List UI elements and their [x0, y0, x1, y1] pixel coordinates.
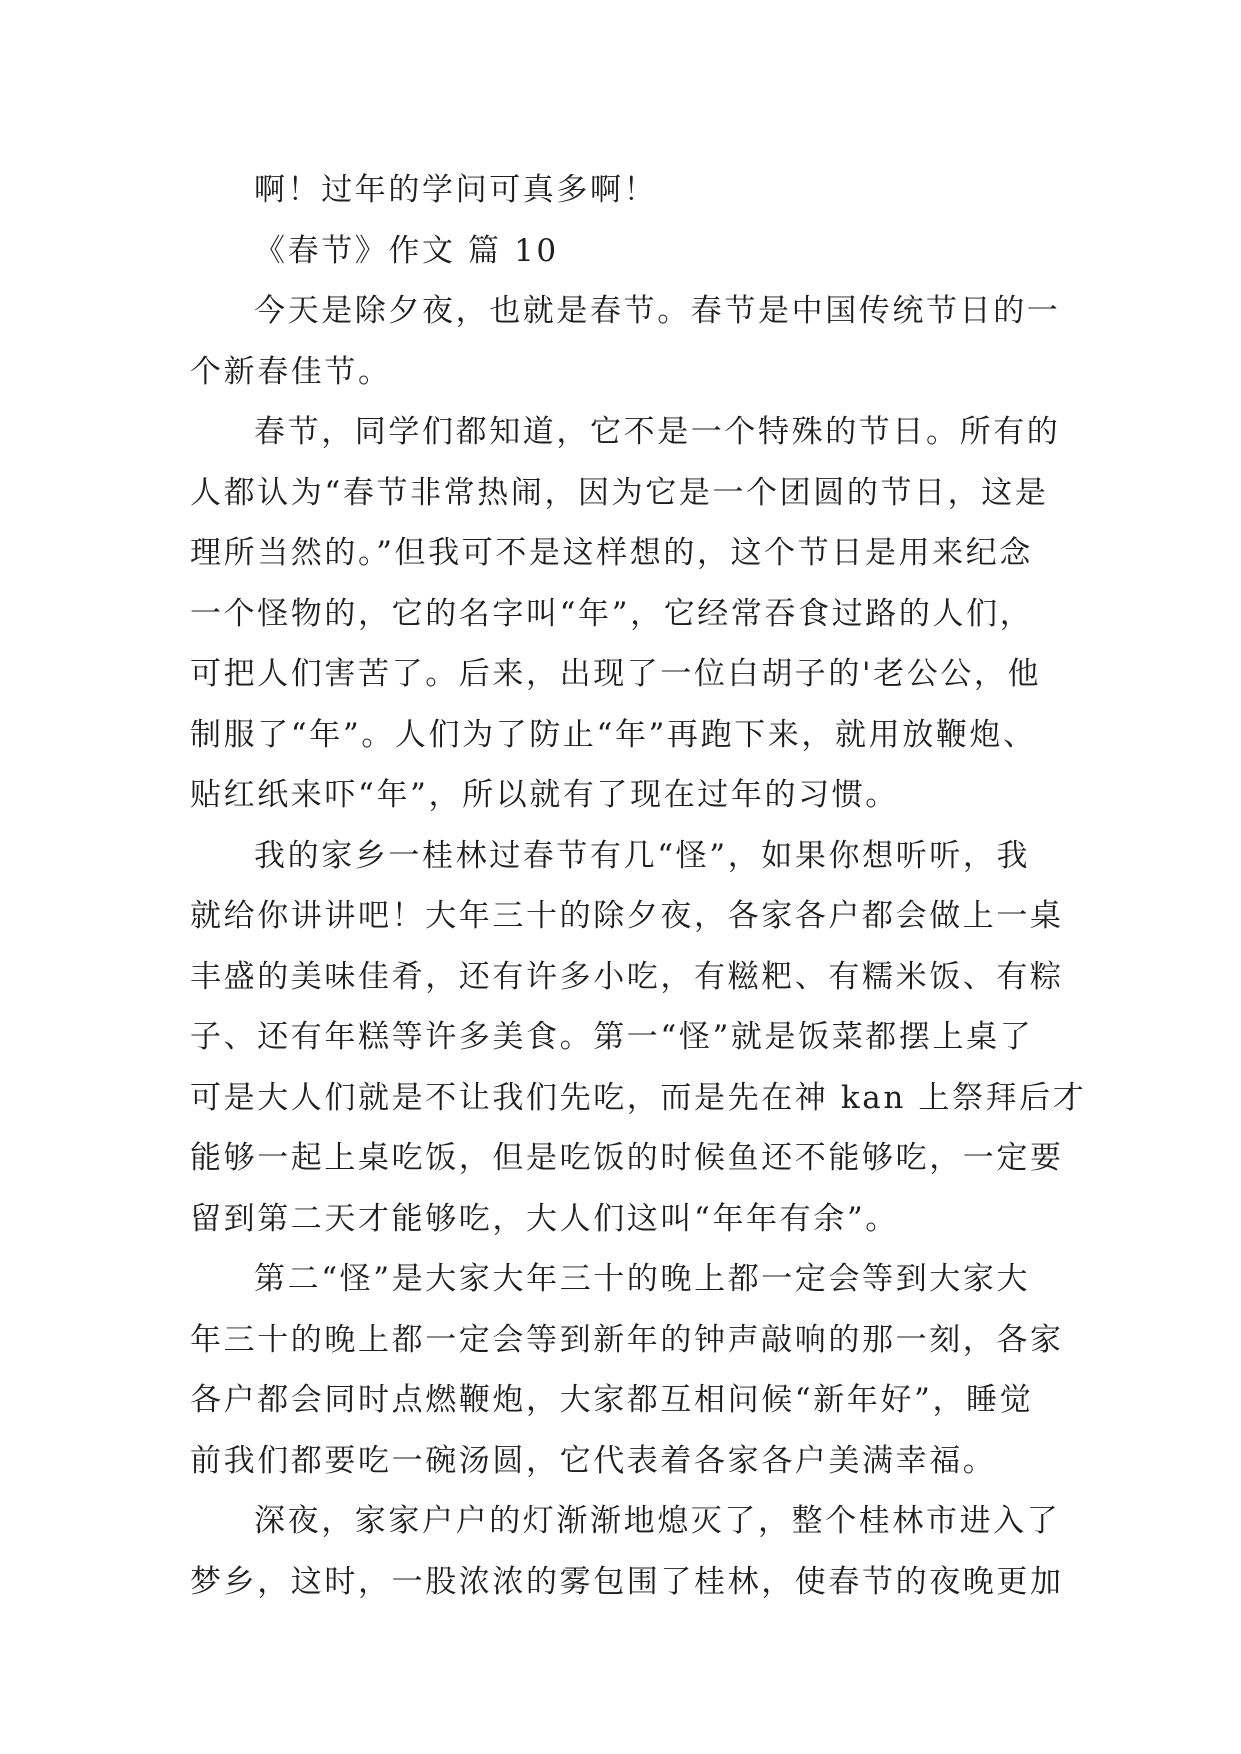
text-line: 春节，同学们都知道，它不是一个特殊的节日。所有的 — [254, 414, 1061, 450]
text-line: 啊！过年的学问可真多啊！ — [254, 172, 658, 208]
text-line: 一个怪物的，它的名字叫“年”，它经常吞食过路的人们， — [190, 595, 1034, 632]
text-line: 留到第二天才能够吃，大人们这叫“年年有余”。 — [190, 1200, 899, 1237]
text-line: 梦乡，这时，一股浓浓的雾包围了桂林，使春节的夜晚更加 — [190, 1563, 1064, 1600]
text-line: 今天是除夕夜，也就是春节。春节是中国传统节日的一 — [254, 293, 1061, 329]
text-line: 理所当然的。”但我可不是这样想的，这个节日是用来纪念 — [190, 535, 1033, 571]
text-line: 丰盛的美味佳肴，还有许多小吃，有糍粑、有糯米饭、有粽 — [190, 958, 1064, 995]
text-line: 能够一起上桌吃饭，但是吃饭的时候鱼还不能够吃，一定要 — [190, 1140, 1064, 1176]
text-line: 可是大人们就是不让我们先吃，而是先在神 kan 上祭拜后才 — [190, 1079, 1087, 1116]
text-line: 贴红纸来吓“年”，所以就有了现在过年的习惯。 — [190, 777, 899, 813]
text-line: 子、还有年糕等许多美食。第一“怪”就是饭菜都摆上桌了 — [190, 1019, 1034, 1055]
text-line: 《春节》作文 篇 10 — [254, 232, 559, 269]
text-line: 年三十的晚上都一定会等到新年的钟声敲响的那一刻，各家 — [190, 1321, 1064, 1358]
text-line: 第二“怪”是大家大年三十的晚上都一定会等到大家大 — [254, 1261, 1031, 1297]
text-line: 人都认为“春节非常热闹，因为它是一个团圆的节日，这是 — [190, 474, 1049, 511]
text-line: 制服了“年”。人们为了防止“年”再跑下来，就用放鞭炮、 — [190, 716, 1037, 753]
essay-body — [190, 160, 1087, 1612]
text-line: 深夜，家家户户的灯渐渐地熄灭了，整个桂林市进入了 — [254, 1503, 1061, 1539]
text-line: 个新春佳节。 — [190, 353, 392, 390]
text-line: 前我们都要吃一碗汤圆，它代表着各家各户美满幸福。 — [190, 1442, 997, 1479]
text-line: 我的家乡一桂林过春节有几“怪”，如果你想听听，我 — [254, 837, 1031, 874]
text-line: 就给你讲讲吧！大年三十的除夕夜，各家各户都会做上一桌 — [190, 898, 1064, 934]
text-line: 各户都会同时点燃鞭炮，大家都互相问候“新年好”，睡觉 — [190, 1382, 1034, 1418]
text-line: 可把人们害苦了。后来，出现了一位白胡子的'老公公，他 — [190, 656, 1042, 692]
